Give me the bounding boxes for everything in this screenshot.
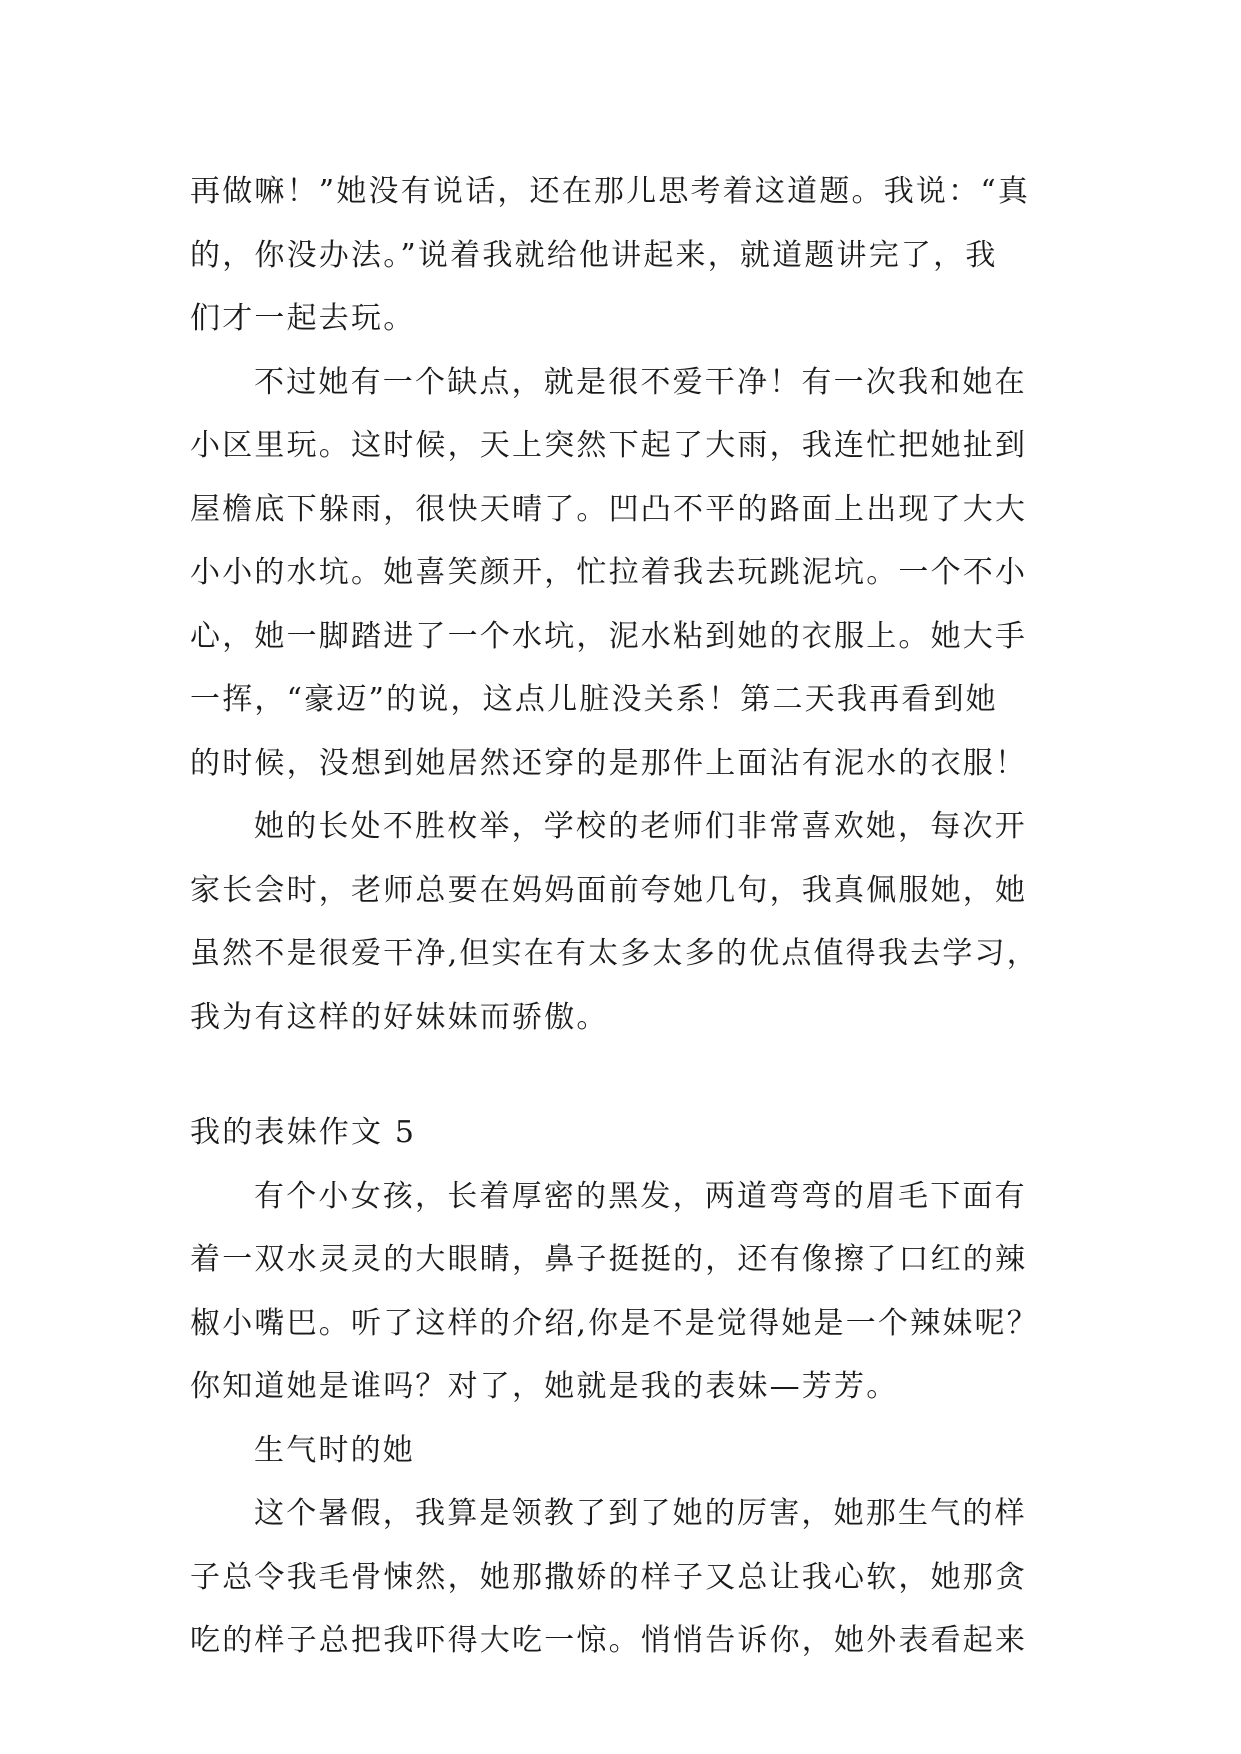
text-line: 不过她有一个缺点，就是很不爱干净！有一次我和她在 [254, 364, 1027, 400]
document-body [190, 160, 1050, 1673]
text-line: 吃的样子总把我吓得大吃一惊。悄悄告诉你，她外表看起来 [190, 1623, 1028, 1658]
paragraph [190, 1482, 1050, 1673]
text-line: 我为有这样的好妹妹而骄傲。 [190, 999, 609, 1035]
text-line: 这个暑假，我算是领教了到了她的厉害，她那生气的样 [254, 1496, 1027, 1531]
text-line: 心，她一脚踏进了一个水坑，泥水粘到她的衣服上。她大手 [190, 618, 1028, 654]
text-line: 虽然不是很爱干净,但实在有太多太多的优点值得我去学习， [190, 936, 1039, 971]
text-line: 屋檐底下躲雨，很快天晴了。凹凸不平的路面上出现了大大 [190, 491, 1028, 527]
text-line: 家长会时，老师总要在妈妈面前夸她几句，我真佩服她，她 [190, 872, 1028, 908]
paragraph [190, 1165, 1050, 1419]
text-line: 的时候，没想到她居然还穿的是那件上面沾有泥水的衣服！ [190, 745, 1028, 781]
text-line: 她的长处不胜枚举，学校的老师们非常喜欢她，每次开 [254, 809, 1027, 844]
text-line: 有个小女孩，长着厚密的黑发，两道弯弯的眉毛下面有 [254, 1178, 1027, 1214]
text-line: 小区里玩。这时候，天上突然下起了大雨，我连忙把她扯到 [190, 428, 1028, 463]
text-line: 小小的水坑。她喜笑颜开，忙拉着我去玩跳泥坑。一个不小 [190, 555, 1028, 590]
section-title: 我的表妹作文 5 [190, 1115, 417, 1150]
subheading: 生气时的她 [254, 1432, 415, 1468]
text-line: 你知道她是谁吗？对了，她就是我的表妹—芳芳。 [190, 1369, 899, 1404]
text-line: 一挥，“豪迈”的说，这点儿脏没关系！第二天我再看到她 [190, 682, 998, 717]
paragraph [190, 351, 1050, 796]
paragraph [190, 795, 1050, 1049]
text-line: 再做嘛！”她没有说话，还在那儿思考着这道题。我说：“真 [190, 174, 1031, 209]
text-line: 子总令我毛骨悚然，她那撒娇的样子又总让我心软，她那贪 [190, 1559, 1028, 1595]
text-line: 们才一起去玩。 [190, 301, 416, 336]
text-line: 的，你没办法。”说着我就给他讲起来，就道题讲完了，我 [190, 237, 998, 273]
text-line: 椒小嘴巴。听了这样的介绍,你是不是觉得她是一个辣妹呢？ [190, 1305, 1039, 1341]
text-line: 着一双水灵灵的大眼睛，鼻子挺挺的，还有像擦了口红的辣 [190, 1242, 1028, 1277]
paragraph [190, 160, 1050, 351]
section-spacer [190, 1049, 1050, 1101]
